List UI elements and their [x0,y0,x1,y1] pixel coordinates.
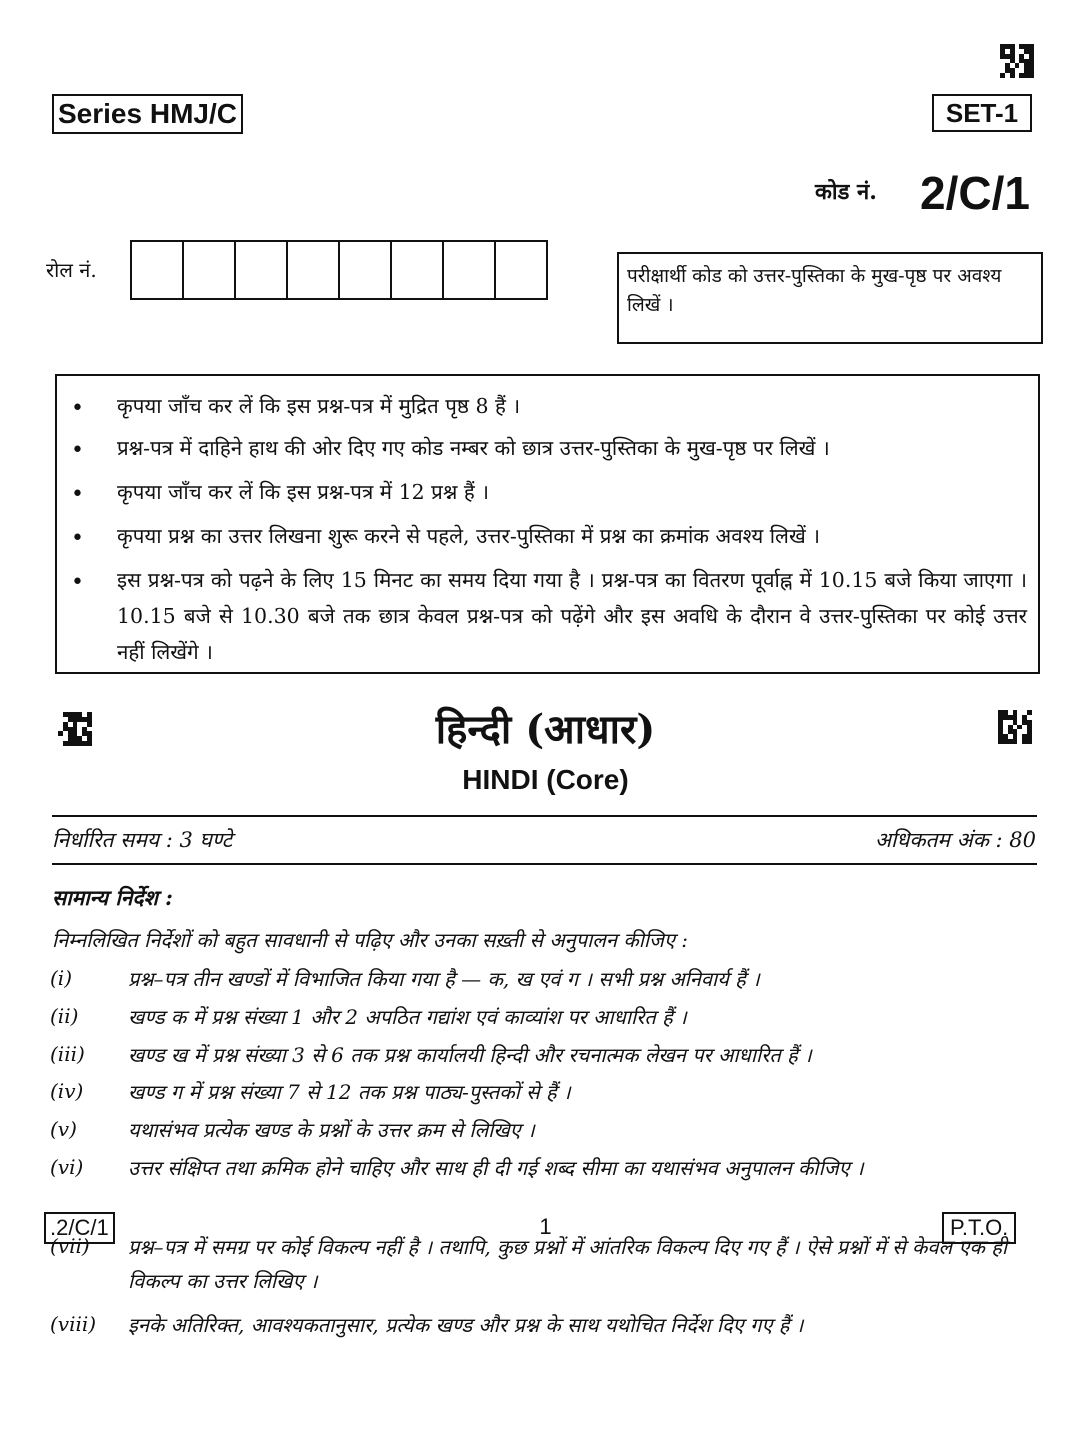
bullet-icon: • [71,526,84,551]
instruction-text: यथासंभव प्रत्येक खण्ड के प्रश्नों के उत्तर क्रम से लिखिए । [128,1118,535,1142]
instruction-number: (vi) [50,1155,84,1179]
check-instructions-box [55,374,1040,674]
instruction-text: उत्तर संक्षिप्त तथा क्रमिक होने चाहिए और साथ ही दी गई शब्द सीमा का यथासंभव अनुपालन कीजिए । [128,1156,864,1180]
roll-box [444,242,496,298]
bullet-icon: • [71,438,84,463]
code-value: 2/C/1 [920,167,1030,219]
page-number: 1 [539,1214,552,1239]
pto-label: P.T.O. [942,1212,1016,1244]
instruction-number: (vii) [50,1234,90,1258]
bullet-icon: • [71,482,84,507]
instruction-text: प्रश्न–पत्र तीन खण्डों में विभाजित किया गया है — क, ख एवं ग । सभी प्रश्न अनिवार्य हैं । [128,967,760,991]
check-item: कृपया प्रश्न का उत्तर लिखना शुरू करने से पहले, उत्तर-पुस्तिका में प्रश्न का क्रमांक अवश्य लिखें । [117,524,820,548]
instruction-number: (iii) [50,1042,85,1066]
max-marks: अधिकतम अंक : 80 [874,828,1036,852]
subject-title-hindi: हिन्दी (आधार) [435,706,656,753]
roll-box [236,242,288,298]
instruction-text: इनके अतिरिक्त, आवश्यकतानुसार, प्रत्येक खण्ड और प्रश्न के साथ यथोचित निर्देश दिए गए हैं । [128,1313,804,1337]
roll-box [392,242,444,298]
time-allowed: निर्धारित समय : 3 घण्टे [52,828,233,852]
bullet-icon: • [71,570,84,595]
roll-box [184,242,236,298]
divider [52,815,1037,817]
roll-box [132,242,184,298]
general-instructions-heading: सामान्य निर्देश : [52,885,173,910]
check-item: कृपया जाँच कर लें कि इस प्रश्न-पत्र में 12 प्रश्न हैं । [117,480,490,504]
instruction-text: खण्ड क में प्रश्न संख्या 1 और 2 अपठित गद्यांश एवं काव्यांश पर आधारित हैं । [128,1005,687,1029]
footer-code: .2/C/1 [44,1212,115,1244]
roll-box [496,242,548,298]
instruction-text: खण्ड ख में प्रश्न संख्या 3 से 6 तक प्रश्न कार्यालयी हिन्दी और रचनात्मक लेखन पर आधारित हैं । [128,1043,812,1067]
candidate-note: परीक्षार्थी कोड को उत्तर-पुस्तिका के मुख-पृष्ठ पर अवश्य लिखें । [617,252,1043,344]
divider [52,863,1037,865]
bullet-icon: • [71,396,84,421]
roll-number-boxes [130,240,548,300]
check-item: इस प्रश्न-पत्र को पढ़ने के लिए 15 मिनट का समय दिया गया है । प्रश्न-पत्र का वितरण पूर्वाह्न में 10.15 बजे किया जाएगा । 10.15 बजे से 10.30 बजे तक छात्र केवल प्रश्न-पत्र को पढ़ेंगे और इस अवधि के दौरान वे उत्तर-पुस्तिका पर कोई उत्तर नहीं लिखेंगे । [117,568,1027,664]
check-item: कृपया जाँच कर लें कि इस प्रश्न-पत्र में मुद्रित पृष्ठ 8 हैं । [117,394,521,418]
roll-box [288,242,340,298]
instruction-text: प्रश्न–पत्र में समग्र पर कोई विकल्प नहीं है । तथापि, कुछ प्रश्नों में आंतरिक विकल्प दिए गए हैं । ऐसे प्रश्नों में से केवल एक ही विकल्प का उत्तर लिखिए । [128,1235,1008,1293]
instruction-number: (iv) [50,1079,84,1103]
set-label: SET-1 [932,94,1032,132]
general-instructions-intro: निम्नलिखित निर्देशों को बहुत सावधानी से पढ़िए और उनका सख़्ती से अनुपालन कीजिए : [52,928,689,952]
check-item: प्रश्न-पत्र में दाहिने हाथ की ओर दिए गए कोड नम्बर को छात्र उत्तर-पुस्तिका के मुख-पृष्ठ पर लिखें । [117,436,830,460]
instruction-number: (i) [50,966,73,990]
qr-code-top-right [1000,44,1034,78]
subject-title-english: HINDI (Core) [462,764,629,795]
roll-number-label: रोल नं. [46,258,97,282]
instruction-number: (v) [50,1117,77,1141]
instruction-text: खण्ड ग में प्रश्न संख्या 7 से 12 तक प्रश्न पाठ्य-पुस्तकों से हैं । [128,1080,571,1104]
instruction-number: (ii) [50,1004,79,1028]
code-label: कोड नं. [815,179,877,205]
roll-box [340,242,392,298]
series-label: Series HMJ/C [52,94,243,134]
instruction-number: (viii) [50,1312,97,1336]
